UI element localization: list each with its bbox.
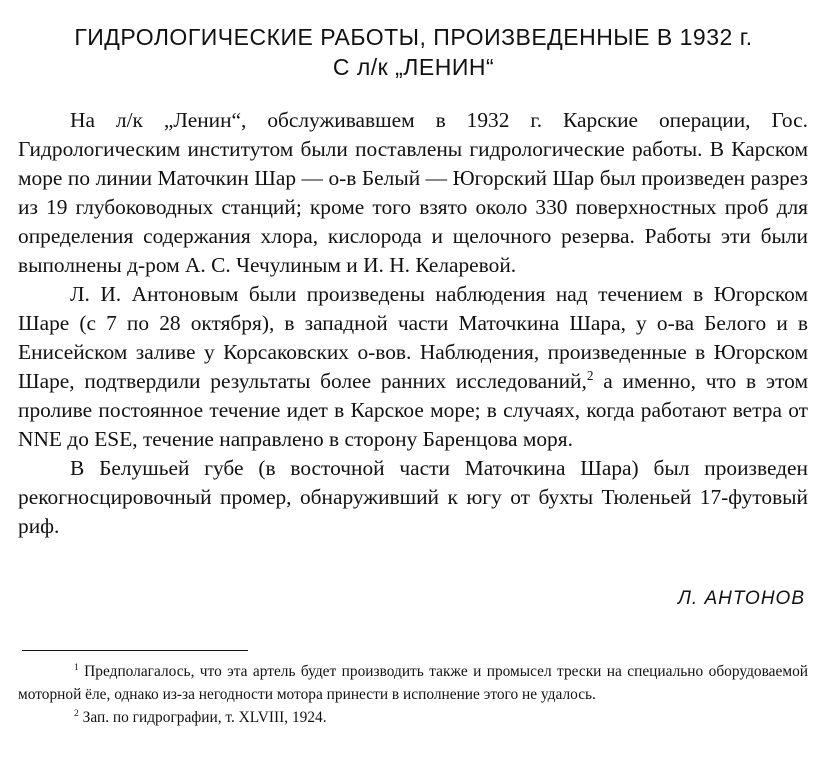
footnotes (18, 660, 808, 729)
footnote-2 (18, 706, 808, 729)
article-body (18, 106, 808, 541)
paragraph-2-text-after-note: а именно, что в этом проливе постоянное течение идет в Карское море; в случаях, когда работают ветра от NNE до ESE, течение направлено в сторону Баренцова моря. (18, 369, 808, 451)
title-line-1: ГИДРОЛОГИЧЕСКИЕ РАБОТЫ, ПРОИЗВЕДЕННЫЕ В 1932 г. (74, 24, 753, 50)
footnote-1-text: Предполагалось, что эта артель будет производить также и промысел трески на специально оборудоваемой моторной ёле, однако из-за негодности мотора принести в исполнение этого не удалось. (18, 663, 808, 703)
paragraph-1: На л/к „Ленин“, обслуживавшем в 1932 г. Карские операции, Гос. Гидрологическим институтом были поставлены гидрологические работы. В Карском море по линии Маточкин Шар — о-в Белый — Югорский Шар был произведен разрез из 19 глубоководных станций; кроме того взято около 330 поверхностных проб для определения содержания хлора, кислорода и щелочного резерва. Работы эти были выполнены д-ром А. С. Чечулиным и И. Н. Келаревой. (18, 108, 808, 277)
paragraph-3: В Белушьей губе (в восточной части Маточкина Шара) был произведен рекогносцировочный промер, обнаруживший к югу от бухты Тюленьей 17-футовый риф. (18, 456, 808, 538)
author-signature: Л. АНТОНОВ (677, 588, 805, 609)
footnote-divider (22, 650, 248, 651)
footnote-1 (18, 660, 808, 706)
paragraph-2 (18, 280, 808, 454)
paragraph-2-text-before-note: Л. И. Антоновым были произведены наблюдения над течением в Югорском Шаре (с 7 по 28 октября), в западной части Маточкина Шара, у о-ва Белого и в Енисейском заливе у Корсаковских о-вов. Наблюдения, произведенные в Югорском Шаре, подтвердили результаты более ранних исследований, (18, 282, 808, 393)
footnote-2-number: 2 (74, 707, 79, 719)
footnote-reference: 2 (586, 367, 594, 383)
footnote-2-text: Зап. по гидрографии, т. XLVIII, 1924. (82, 709, 327, 726)
title-line-2: С л/к „ЛЕНИН“ (332, 54, 495, 80)
footnote-1-number: 1 (74, 661, 79, 673)
